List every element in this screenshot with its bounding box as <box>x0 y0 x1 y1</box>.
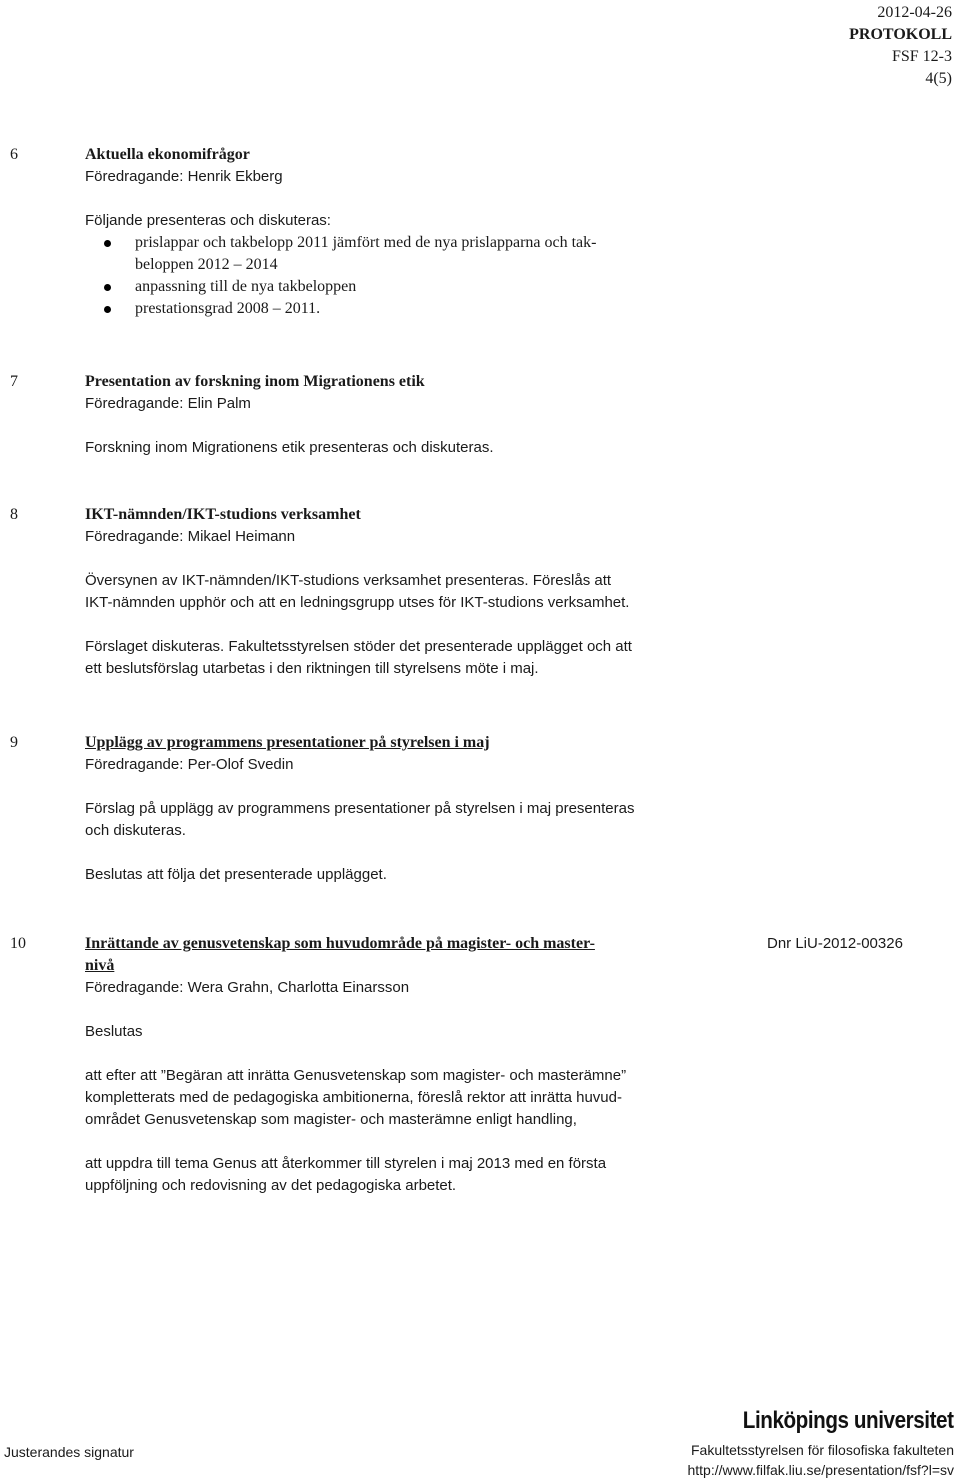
section-number: 8 <box>10 506 18 523</box>
paragraph-line: Förslag på upplägg av programmens presentationer på styrelsen i maj presenteras <box>85 800 635 817</box>
header-reference: FSF 12-3 <box>891 48 952 65</box>
decision-label: Beslutas <box>85 1023 143 1040</box>
decision-text: Beslutas att följa det presenterade upplägget. <box>85 866 387 883</box>
paragraph-line: att uppdra till tema Genus att återkommer till styrelen i maj 2013 med en första <box>85 1155 607 1172</box>
footer-url-link[interactable]: http://www.filfak.liu.se/presentation/fsf?l=sv <box>687 1462 954 1478</box>
section-heading: Upplägg av programmens presentationer på styrelsen i maj <box>85 734 490 751</box>
presenter: Föredragande: Mikael Heimann <box>85 528 296 545</box>
header-date: 2012-04-26 <box>877 4 952 21</box>
footer-block <box>687 1406 954 1480</box>
list-item: prislappar och takbelopp 2011 jämfört med de nya prislapparna och tak- <box>67 232 725 254</box>
section-number: 6 <box>10 146 18 163</box>
intro-text: Följande presenteras och diskuteras: <box>85 212 331 229</box>
section-heading-continuation: nivå <box>85 957 115 974</box>
paragraph-line: IKT-nämnden upphör och att en ledningsgrupp utses för IKT-studions verksamhet. <box>85 594 630 611</box>
section-number: 7 <box>10 373 18 390</box>
header-page-number: 4(5) <box>925 70 952 87</box>
faculty-name: Fakultetsstyrelsen för filosofiska fakulteten <box>690 1442 954 1458</box>
bullet-icon <box>104 306 111 313</box>
bullet-icon <box>104 284 111 291</box>
bullet-icon <box>104 240 111 247</box>
paragraph-line: och diskuteras. <box>85 822 186 839</box>
section-number: 10 <box>10 935 26 952</box>
paragraph-line: Förslaget diskuteras. Fakultetsstyrelsen stöder det presenterade upplägget och att <box>85 638 632 655</box>
list-item-continuation: beloppen 2012 – 2014 <box>135 256 278 273</box>
paragraph-line: ett beslutsförslag utarbetas i den riktningen till styrelsens möte i maj. <box>85 660 539 677</box>
paragraph-line: att efter att ”Begäran att inrätta Genusvetenskap som magister- och masterämne” <box>85 1067 627 1084</box>
section-heading: Inrättande av genusvetenskap som huvudområde på magister- och master- <box>85 935 595 952</box>
document-header <box>849 2 952 90</box>
paragraph-line: kompletterats med de pedagogiska ambitionerna, föreslå rektor att inrätta huvud- <box>85 1089 622 1106</box>
signature-label: Justerandes signatur <box>4 1444 134 1460</box>
presenter: Föredragande: Wera Grahn, Charlotta Einarsson <box>85 979 410 996</box>
header-title: PROTOKOLL <box>849 26 952 43</box>
section-heading: Presentation av forskning inom Migrationens etik <box>85 373 425 390</box>
presenter: Föredragande: Elin Palm <box>85 395 251 412</box>
section-heading: IKT-nämnden/IKT-studions verksamhet <box>85 506 361 523</box>
list-item: anpassning till de nya takbeloppen <box>67 276 725 298</box>
university-logo: Linköpings universitet <box>743 1407 954 1434</box>
paragraph-line: området Genusvetenskap som magister- och masterämne enligt handling, <box>85 1111 577 1128</box>
presenter: Föredragande: Henrik Ekberg <box>85 168 283 185</box>
list-item: prestationsgrad 2008 – 2011. <box>67 298 725 320</box>
section-number: 9 <box>10 734 18 751</box>
presenter: Föredragande: Per-Olof Svedin <box>85 756 294 773</box>
paragraph-line: uppföljning och redovisning av det pedagogiska arbetet. <box>85 1177 457 1194</box>
registration-number: Dnr LiU-2012-00326 <box>767 935 903 952</box>
paragraph-line: Översynen av IKT-nämnden/IKT-studions verksamhet presenteras. Föreslås att <box>85 572 612 589</box>
section-heading: Aktuella ekonomifrågor <box>85 146 250 163</box>
bullet-list <box>85 232 725 320</box>
section-text: Forskning inom Migrationens etik presenteras och diskuteras. <box>85 439 494 456</box>
